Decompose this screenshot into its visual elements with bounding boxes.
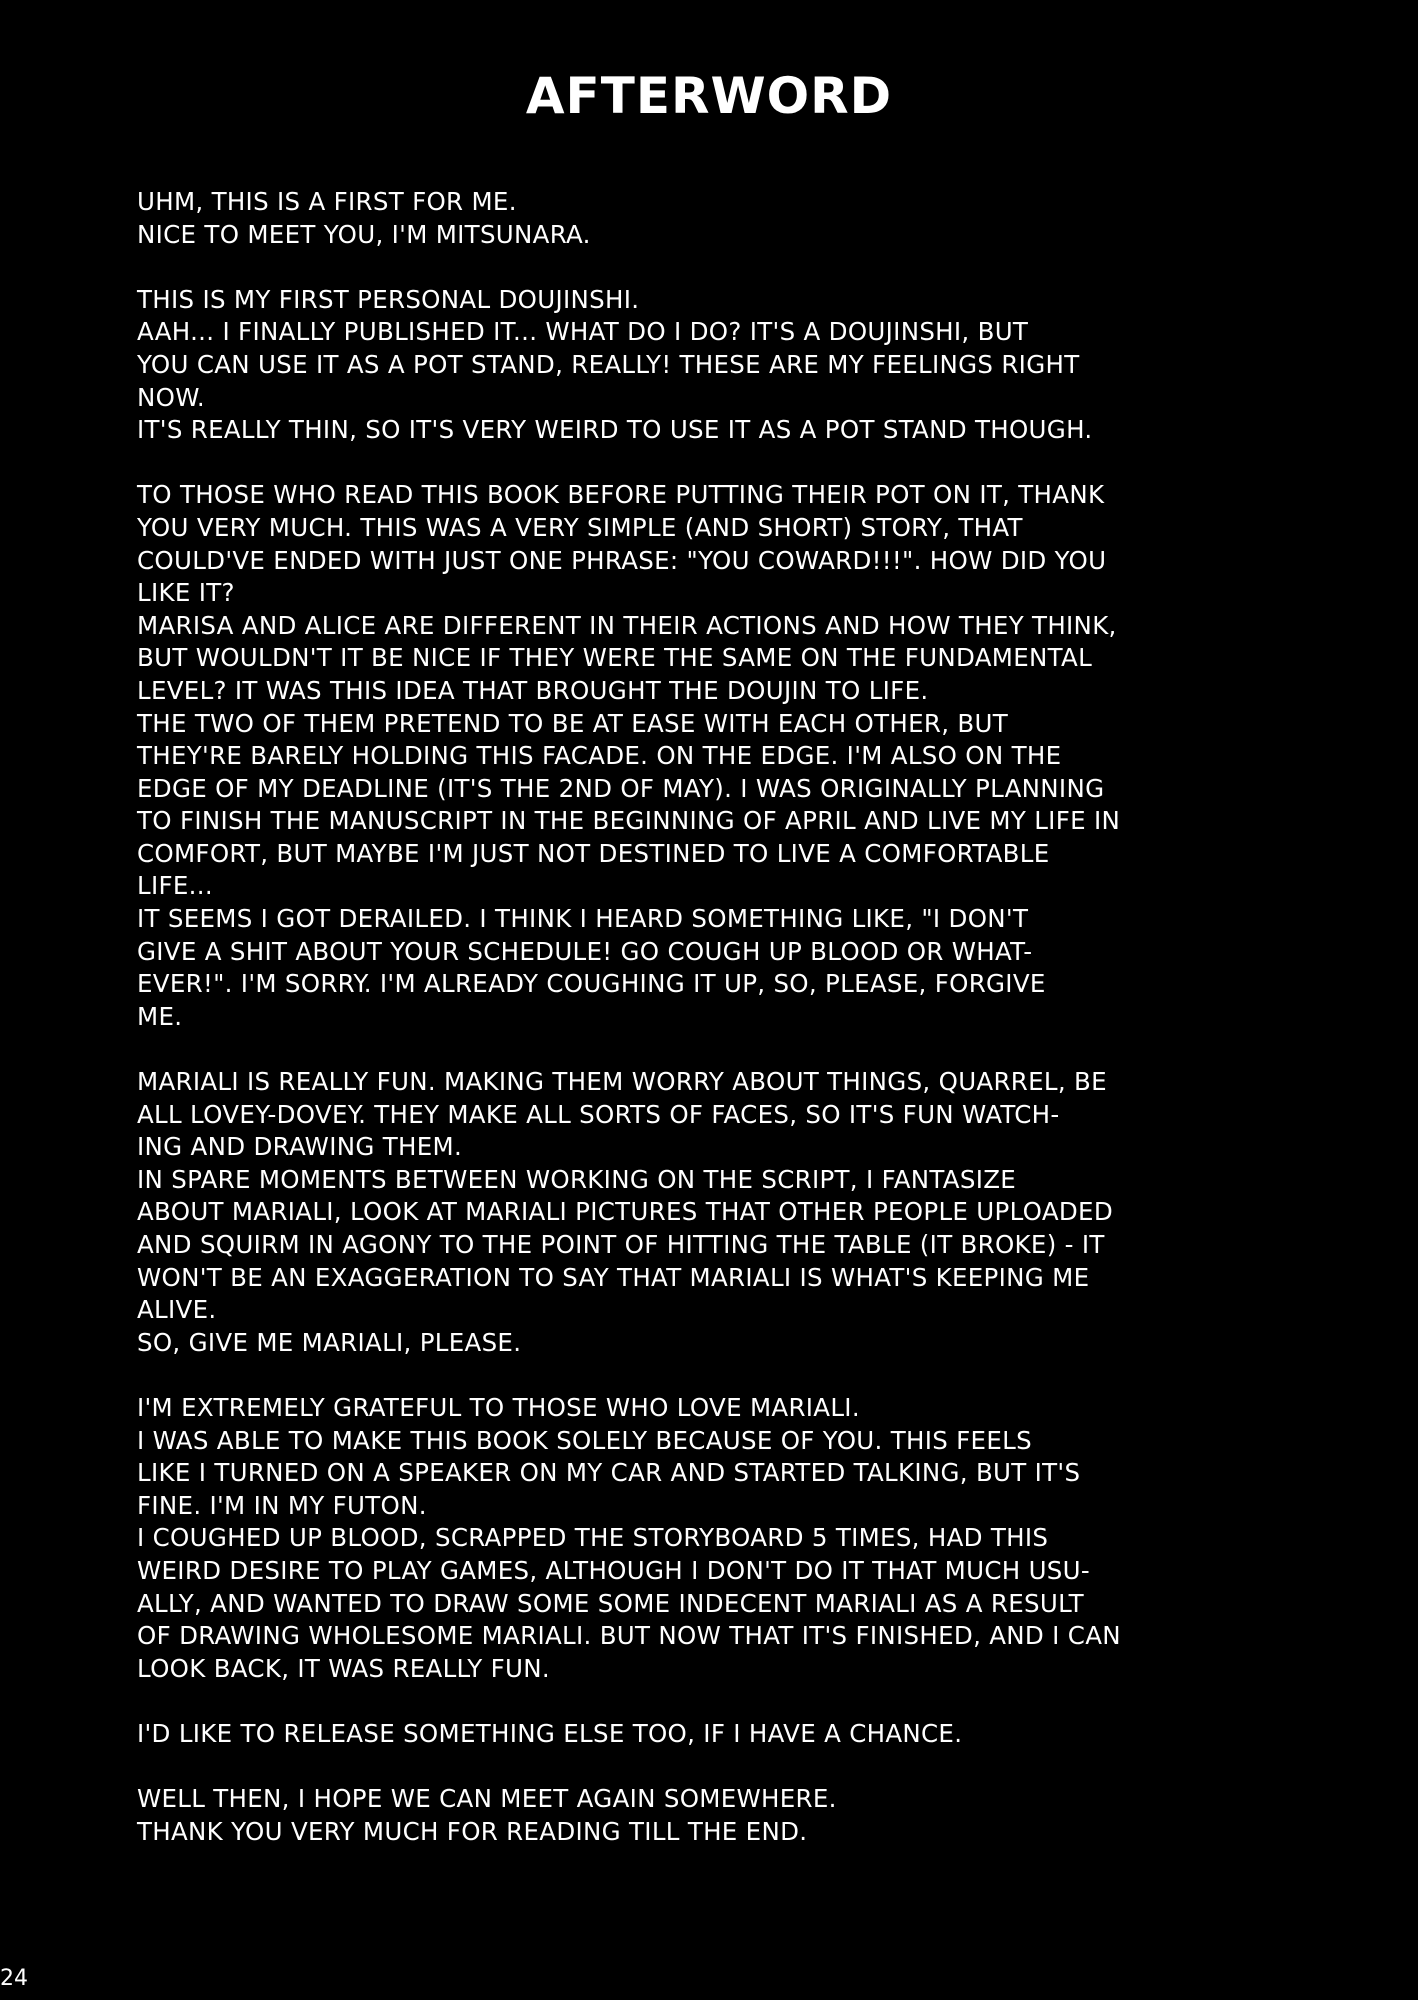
text-line: TO FINISH THE MANUSCRIPT IN THE BEGINNING OF APRIL AND LIVE MY LIFE IN [137, 806, 1121, 836]
text-line: MARISA AND ALICE ARE DIFFERENT IN THEIR ACTIONS AND HOW THEY THINK, [137, 610, 1117, 640]
text-line: AAH... I FINALLY PUBLISHED IT... WHAT DO I DO? IT'S A DOUJINSHI, BUT [137, 317, 1029, 347]
text-line: IN SPARE MOMENTS BETWEEN WORKING ON THE SCRIPT, I FANTASIZE [137, 1164, 1017, 1194]
text-line: I WAS ABLE TO MAKE THIS BOOK SOLELY BECAUSE OF YOU. THIS FEELS [137, 1425, 1032, 1455]
blank-line [137, 1359, 1297, 1392]
text-line: WON'T BE AN EXAGGERATION TO SAY THAT MARIALI IS WHAT'S KEEPING ME [137, 1262, 1090, 1292]
blank-line [137, 1033, 1297, 1066]
text-line: LIFE... [137, 871, 213, 901]
afterword-body [137, 186, 1297, 1848]
text-line: ALLY, AND WANTED TO DRAW SOME SOME INDECENT MARIALI AS A RESULT [137, 1588, 1084, 1618]
text-line: THE TWO OF THEM PRETEND TO BE AT EASE WITH EACH OTHER, BUT [137, 708, 1008, 738]
text-line: NOW. [137, 382, 206, 412]
text-line: YOU CAN USE IT AS A POT STAND, REALLY! THESE ARE MY FEELINGS RIGHT [137, 349, 1080, 379]
text-line: COMFORT, BUT MAYBE I'M JUST NOT DESTINED TO LIVE A COMFORTABLE [137, 838, 1050, 868]
text-line: THANK YOU VERY MUCH FOR READING TILL THE END. [137, 1816, 808, 1846]
text-line: LIKE IT? [137, 578, 235, 608]
blank-line [137, 251, 1297, 284]
text-line: YOU VERY MUCH. THIS WAS A VERY SIMPLE (AND SHORT) STORY, THAT [137, 512, 1023, 542]
text-line: GIVE A SHIT ABOUT YOUR SCHEDULE! GO COUGH UP BLOOD OR WHAT- [137, 936, 1033, 966]
text-line: OF DRAWING WHOLESOME MARIALI. BUT NOW THAT IT'S FINISHED, AND I CAN [137, 1621, 1121, 1651]
text-line: IT'S REALLY THIN, SO IT'S VERY WEIRD TO USE IT AS A POT STAND THOUGH. [137, 415, 1093, 445]
text-line: EVER!". I'M SORRY. I'M ALREADY COUGHING IT UP, SO, PLEASE, FORGIVE [137, 969, 1046, 999]
text-line: MARIALI IS REALLY FUN. MAKING THEM WORRY ABOUT THINGS, QUARREL, BE [137, 1067, 1107, 1097]
blank-line [137, 1685, 1297, 1718]
page-title: AFTERWORD [525, 67, 893, 125]
text-line: LEVEL? IT WAS THIS IDEA THAT BROUGHT THE DOUJIN TO LIFE. [137, 675, 929, 705]
text-line: TO THOSE WHO READ THIS BOOK BEFORE PUTTING THEIR POT ON IT, THANK [137, 480, 1105, 510]
text-line: EDGE OF MY DEADLINE (IT'S THE 2ND OF MAY). I WAS ORIGINALLY PLANNING [137, 773, 1105, 803]
text-line: BUT WOULDN'T IT BE NICE IF THEY WERE THE SAME ON THE FUNDAMENTAL [137, 643, 1093, 673]
text-line: COULD'VE ENDED WITH JUST ONE PHRASE: "YOU COWARD!!!". HOW DID YOU [137, 545, 1107, 575]
text-line: IT SEEMS I GOT DERAILED. I THINK I HEARD SOMETHING LIKE, "I DON'T [137, 904, 1029, 934]
text-line: ABOUT MARIALI, LOOK AT MARIALI PICTURES THAT OTHER PEOPLE UPLOADED [137, 1197, 1113, 1227]
text-line: I COUGHED UP BLOOD, SCRAPPED THE STORYBOARD 5 TIMES, HAD THIS [137, 1523, 1049, 1553]
text-line: SO, GIVE ME MARIALI, PLEASE. [137, 1327, 522, 1357]
text-line: ALL LOVEY-DOVEY. THEY MAKE ALL SORTS OF FACES, SO IT'S FUN WATCH- [137, 1099, 1060, 1129]
text-line: WEIRD DESIRE TO PLAY GAMES, ALTHOUGH I DON'T DO IT THAT MUCH USU- [137, 1555, 1091, 1585]
page-number: 24 [0, 1966, 28, 1991]
text-line: I'D LIKE TO RELEASE SOMETHING ELSE TOO, IF I HAVE A CHANCE. [137, 1718, 963, 1748]
text-line: FINE. I'M IN MY FUTON. [137, 1490, 427, 1520]
text-line: AND SQUIRM IN AGONY TO THE POINT OF HITTING THE TABLE (IT BROKE) - IT [137, 1230, 1105, 1259]
blank-line [137, 1751, 1297, 1784]
text-line: UHM, THIS IS A FIRST FOR ME. [137, 187, 517, 216]
text-line: ALIVE. [137, 1295, 217, 1325]
text-line: ING AND DRAWING THEM. [137, 1132, 463, 1162]
text-line: NICE TO MEET YOU, I'M MITSUNARA. [137, 219, 591, 249]
text-line: WELL THEN, I HOPE WE CAN MEET AGAIN SOMEWHERE. [137, 1784, 837, 1814]
text-line: LOOK BACK, IT WAS REALLY FUN. [137, 1653, 550, 1683]
text-line: THIS IS MY FIRST PERSONAL DOUJINSHI. [137, 284, 640, 314]
blank-line [137, 447, 1297, 480]
text-line: I'M EXTREMELY GRATEFUL TO THOSE WHO LOVE MARIALI. [137, 1392, 860, 1422]
text-line: THEY'RE BARELY HOLDING THIS FACADE. ON THE EDGE. I'M ALSO ON THE [137, 741, 1062, 771]
text-line: LIKE I TURNED ON A SPEAKER ON MY CAR AND STARTED TALKING, BUT IT'S [137, 1458, 1081, 1488]
text-line: ME. [137, 1001, 183, 1031]
